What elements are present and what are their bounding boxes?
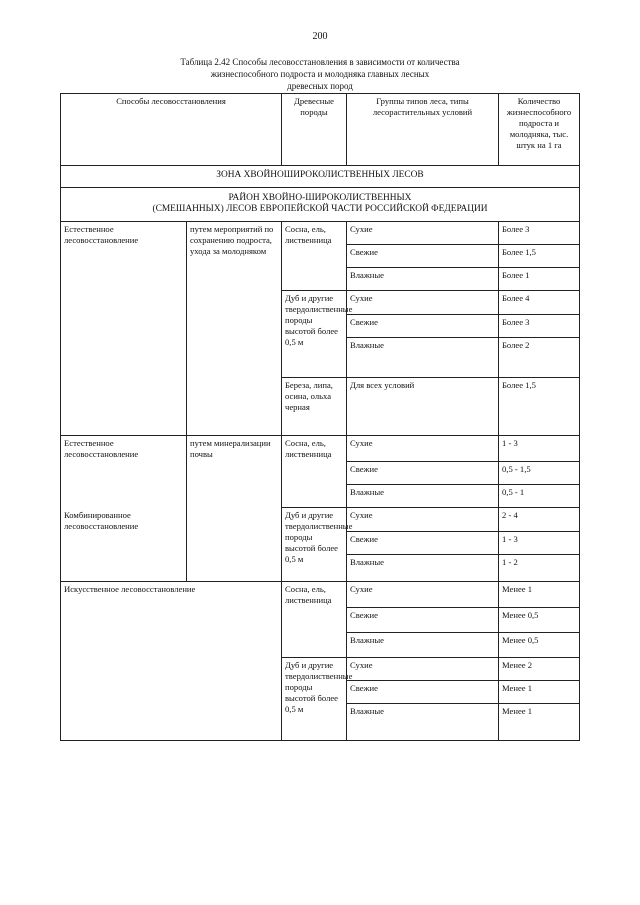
condition-cell: Свежие: [347, 681, 499, 704]
method-cell: Естественное лесовосстановление: [61, 222, 187, 436]
quantity-cell: Более 1,5: [499, 378, 580, 436]
region-title: [61, 188, 580, 222]
condition-cell: Сухие: [347, 436, 499, 462]
table-row: [61, 508, 580, 532]
quantity-cell: Более 3: [499, 315, 580, 338]
table-row: [61, 582, 580, 608]
header-groups: Группы типов леса, типы лесорастительных условий: [347, 94, 499, 166]
species-cell: Сосна, ель, лиственница: [282, 436, 347, 508]
species-cell: Дуб и другие твердолиственные породы высотой более 0,5 м: [282, 508, 347, 582]
method-cell: Комбинированное лесовосстановление: [61, 508, 187, 582]
species-cell: Сосна, ель, лиственница: [282, 582, 347, 658]
quantity-cell: Более 3: [499, 222, 580, 245]
condition-cell: Свежие: [347, 245, 499, 268]
caption-line: древесных пород: [287, 81, 353, 91]
condition-cell: Влажные: [347, 704, 499, 741]
zone-title: ЗОНА ХВОЙНОШИРОКОЛИСТВЕННЫХ ЛЕСОВ: [61, 166, 580, 188]
header-quantity: Количество жизнеспособного подроста и молодняка, тыс. штук на 1 га: [499, 94, 580, 166]
quantity-cell: 1 - 2: [499, 555, 580, 582]
caption-line: жизнеспособного подроста и молодняка главных лесных: [210, 69, 430, 79]
method-cell: Искусственное лесовосстановление: [61, 582, 282, 741]
header-species: Древесные породы: [282, 94, 347, 166]
way-cell: путем мероприятий по сохранению подроста, ухода за молодняком: [187, 222, 282, 436]
condition-cell: Влажные: [347, 338, 499, 378]
quantity-cell: Более 1,5: [499, 245, 580, 268]
quantity-cell: Менее 1: [499, 681, 580, 704]
condition-cell: Свежие: [347, 608, 499, 633]
header-row: [61, 94, 580, 166]
region-line: РАЙОН ХВОЙНО-ШИРОКОЛИСТВЕННЫХ: [228, 193, 412, 203]
condition-cell: Влажные: [347, 268, 499, 291]
species-cell: Дуб и другие твердолиственные породы высотой более 0,5 м: [282, 658, 347, 741]
condition-cell: Сухие: [347, 582, 499, 608]
condition-cell: Влажные: [347, 633, 499, 658]
reforestation-table: [60, 93, 580, 741]
caption-line: Таблица 2.42 Способы лесовосстановления в зависимости от количества: [180, 57, 460, 67]
quantity-cell: 0,5 - 1: [499, 485, 580, 508]
condition-cell: Свежие: [347, 315, 499, 338]
condition-cell: Влажные: [347, 485, 499, 508]
region-line: (СМЕШАННЫХ) ЛЕСОВ ЕВРОПЕЙСКОЙ ЧАСТИ РОССИЙСКОЙ ФЕДЕРАЦИИ: [152, 204, 488, 214]
species-cell: Сосна, ель, лиственница: [282, 222, 347, 291]
quantity-cell: Менее 1: [499, 582, 580, 608]
quantity-cell: Менее 2: [499, 658, 580, 681]
condition-cell: Свежие: [347, 532, 499, 555]
quantity-cell: Более 4: [499, 291, 580, 315]
quantity-cell: Более 2: [499, 338, 580, 378]
quantity-cell: Менее 1: [499, 704, 580, 741]
condition-cell: Сухие: [347, 508, 499, 532]
table-row: [61, 222, 580, 245]
quantity-cell: Более 1: [499, 268, 580, 291]
zone-row: [61, 166, 580, 188]
quantity-cell: 1 - 3: [499, 436, 580, 462]
quantity-cell: 0,5 - 1,5: [499, 462, 580, 485]
method-cell: Естественное лесовосстановление: [61, 436, 187, 508]
quantity-cell: 2 - 4: [499, 508, 580, 532]
way-cell: путем минерализации почвы: [187, 436, 282, 582]
condition-cell: Сухие: [347, 222, 499, 245]
condition-cell: Сухие: [347, 658, 499, 681]
header-method: Способы лесовосстановления: [61, 94, 282, 166]
species-cell: Береза, липа, осина, ольха черная: [282, 378, 347, 436]
quantity-cell: Менее 0,5: [499, 608, 580, 633]
page-number: 200: [312, 31, 328, 42]
region-row: [61, 188, 580, 222]
condition-cell: Влажные: [347, 555, 499, 582]
species-cell: Дуб и другие твердолиственные породы высотой более 0,5 м: [282, 291, 347, 378]
quantity-cell: 1 - 3: [499, 532, 580, 555]
table-row: [61, 436, 580, 462]
quantity-cell: Менее 0,5: [499, 633, 580, 658]
condition-cell: Для всех условий: [347, 378, 499, 436]
condition-cell: Сухие: [347, 291, 499, 315]
condition-cell: Свежие: [347, 462, 499, 485]
table-caption: [120, 56, 520, 92]
